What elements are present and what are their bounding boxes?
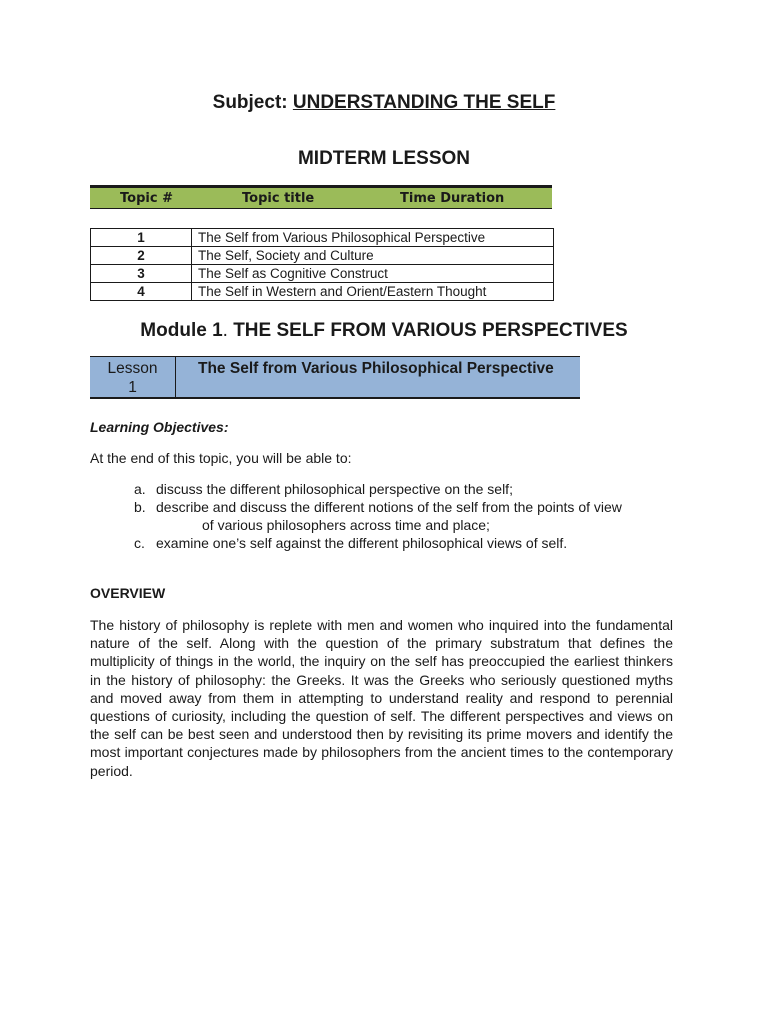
table-row — [91, 247, 554, 265]
list-item — [134, 534, 694, 552]
module-heading — [0, 320, 768, 342]
lesson-number-cell — [90, 357, 176, 397]
table-row — [91, 265, 554, 283]
topic-number: 3 — [91, 265, 192, 283]
learning-objectives-heading: Learning Objectives: — [90, 419, 229, 435]
objective-text: examine one’s self against the different philosophical views of self. — [156, 535, 568, 551]
list-item — [134, 480, 694, 498]
list-item — [134, 498, 694, 534]
topic-title: The Self, Society and Culture — [192, 247, 554, 265]
header-topic-number: Topic # — [120, 191, 173, 206]
header-time-duration: Time Duration — [400, 191, 505, 206]
learning-objectives-intro: At the end of this topic, you will be able to: — [90, 450, 352, 466]
subject-label: Subject: — [212, 92, 288, 113]
objective-text: describe and discuss the different notions of the self from the points of view — [156, 499, 622, 515]
lesson-label: Lesson — [107, 360, 158, 377]
header-topic-title: Topic title — [242, 191, 315, 206]
subject-title: UNDERSTANDING THE SELF — [292, 92, 556, 113]
table-row — [91, 283, 554, 301]
lesson-banner — [90, 356, 580, 399]
list-marker: c. — [134, 535, 145, 551]
list-marker: a. — [134, 481, 146, 497]
table-row — [91, 229, 554, 247]
objectives-list — [134, 480, 694, 552]
topic-title: The Self in Western and Orient/Eastern Thought — [192, 283, 554, 301]
overview-paragraph: The history of philosophy is replete with men and women who inquired into the fundamental nature of the self. Along with the question of the primary substratum that defines the multiplicity of things in the world, the inquiry on the self has preoccupied the earliest thinkers in the history of philosophy: the Greeks. It was the Greeks who seriously questioned myths and moved away from them in attempting to understand reality and respond to perennial questions of curiosity, including the question of self. The different perspectives and views on the self can be best seen and understood then by revisiting its prime movers and identify the most important conjectures made by philosophers from the ancient times to the contemporary period. — [90, 617, 673, 779]
module-title: THE SELF FROM VARIOUS PERSPECTIVES — [227, 320, 628, 341]
list-marker: b. — [134, 499, 146, 515]
topic-table-header — [90, 185, 552, 209]
objective-text-continued: of various philosophers across time and place; — [202, 517, 490, 533]
module-prefix: Module 1 — [140, 320, 223, 341]
topic-number: 4 — [91, 283, 192, 301]
midterm-heading: MIDTERM LESSON — [297, 148, 471, 169]
subject-heading — [0, 92, 768, 114]
topic-table — [90, 228, 554, 301]
topic-title: The Self from Various Philosophical Perspective — [192, 229, 554, 247]
lesson-title: The Self from Various Philosophical Perspective — [198, 360, 554, 377]
topic-title: The Self as Cognitive Construct — [192, 265, 554, 283]
lesson-number: 1 — [128, 379, 137, 396]
topic-number: 2 — [91, 247, 192, 265]
module-separator: . — [222, 320, 228, 341]
overview-heading: OVERVIEW — [90, 585, 166, 601]
objective-text: discuss the different philosophical perspective on the self; — [156, 481, 513, 497]
topic-number: 1 — [91, 229, 192, 247]
